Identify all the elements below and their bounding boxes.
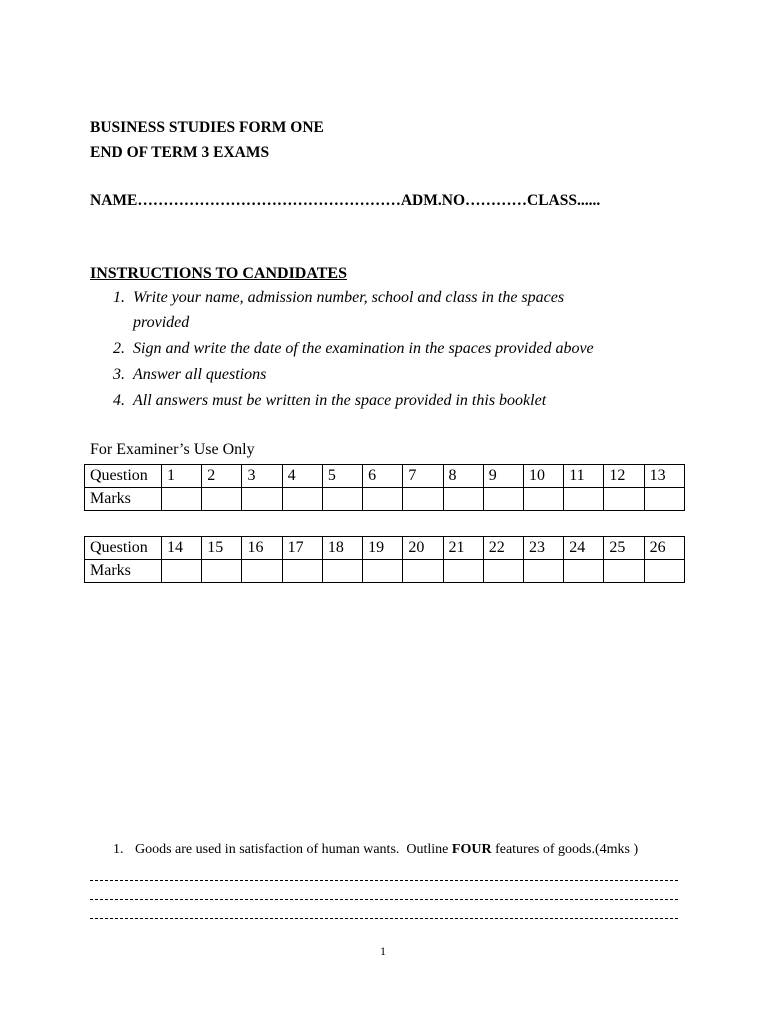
marks-cell [322, 488, 362, 511]
marks-row [85, 488, 685, 511]
question-number-cell: 6 [363, 465, 403, 488]
marks-cell [644, 488, 684, 511]
question-text: Goods are used in satisfaction of human wants. Outline [135, 842, 452, 857]
answer-line[interactable] [90, 880, 678, 881]
question-number-cell: 18 [322, 537, 362, 560]
question-1 [113, 842, 638, 858]
question-number-cell: 12 [604, 465, 644, 488]
question-number-cell: 9 [483, 465, 523, 488]
question-row [85, 537, 685, 560]
marks-cell [282, 488, 322, 511]
answer-line[interactable] [90, 918, 678, 919]
question-number-cell: 4 [282, 465, 322, 488]
instruction-item-2 [113, 340, 594, 358]
marks-cell [162, 560, 202, 583]
marks-cell [604, 560, 644, 583]
marks-cell [483, 488, 523, 511]
examiner-score-table-1 [84, 464, 685, 511]
question-number-cell: 2 [202, 465, 242, 488]
marks-cell [483, 560, 523, 583]
marks-cell [443, 488, 483, 511]
marks-cell [523, 488, 563, 511]
page-number: 1 [380, 944, 386, 958]
instruction-text: Sign and write the date of the examination in the spaces provided above [133, 340, 594, 357]
marks-row-label: Marks [85, 488, 162, 511]
marks-cell [403, 488, 443, 511]
instruction-number: 4. [113, 392, 125, 409]
question-number-cell: 13 [644, 465, 684, 488]
question-number-cell: 19 [363, 537, 403, 560]
question-number-cell: 23 [523, 537, 563, 560]
marks-cell [443, 560, 483, 583]
question-number-cell: 5 [322, 465, 362, 488]
marks-cell [363, 488, 403, 511]
question-number-cell: 14 [162, 537, 202, 560]
instruction-number: 3. [113, 366, 125, 383]
exam-title-subject: BUSINESS STUDIES FORM ONE [90, 119, 324, 136]
instruction-item-3 [113, 366, 266, 384]
question-emphasis: FOUR [451, 842, 492, 857]
instruction-text: Answer all questions [133, 366, 267, 383]
question-number-cell: 16 [242, 537, 282, 560]
question-number-cell: 21 [443, 537, 483, 560]
instruction-item-1 [113, 289, 564, 307]
marks-cell [242, 488, 282, 511]
marks-cell [202, 560, 242, 583]
instructions-heading: INSTRUCTIONS TO CANDIDATES [90, 265, 347, 282]
question-number-cell: 26 [644, 537, 684, 560]
instruction-text: All answers must be written in the space provided in this booklet [133, 392, 547, 409]
question-number: 1. [113, 842, 124, 857]
question-number-cell: 8 [443, 465, 483, 488]
question-number-cell: 3 [242, 465, 282, 488]
question-row-label: Question [85, 465, 162, 488]
candidate-details-line: NAME……………………………………………ADM.NO…………CLASS...... [90, 192, 601, 209]
examiner-use-caption: For Examiner’s Use Only [90, 441, 255, 458]
marks-cell [604, 488, 644, 511]
question-number-cell: 10 [523, 465, 563, 488]
question-number-cell: 24 [564, 537, 604, 560]
marks-cell [242, 560, 282, 583]
marks-row-label: Marks [85, 560, 162, 583]
question-number-cell: 25 [604, 537, 644, 560]
instruction-text: Write your name, admission number, school and class in the spaces [133, 289, 565, 306]
question-number-cell: 22 [483, 537, 523, 560]
marks-cell [403, 560, 443, 583]
question-marks-text: features of goods.(4mks ) [491, 842, 639, 857]
marks-cell [282, 560, 322, 583]
question-row [85, 465, 685, 488]
question-row-label: Question [85, 537, 162, 560]
question-number-cell: 15 [202, 537, 242, 560]
marks-cell [564, 488, 604, 511]
marks-cell [363, 560, 403, 583]
instruction-item-4 [113, 392, 546, 410]
question-number-cell: 1 [162, 465, 202, 488]
question-number-cell: 17 [282, 537, 322, 560]
marks-cell [162, 488, 202, 511]
answer-line[interactable] [90, 899, 678, 900]
question-number-cell: 20 [403, 537, 443, 560]
marks-cell [564, 560, 604, 583]
marks-cell [523, 560, 563, 583]
marks-cell [644, 560, 684, 583]
marks-row [85, 560, 685, 583]
question-number-cell: 7 [403, 465, 443, 488]
marks-cell [322, 560, 362, 583]
exam-title-term: END OF TERM 3 EXAMS [90, 144, 270, 161]
instruction-number: 2. [113, 340, 125, 357]
marks-cell [202, 488, 242, 511]
instruction-number: 1. [113, 289, 125, 306]
examiner-score-table-2 [84, 536, 685, 583]
instruction-item-1-continued: provided [133, 314, 190, 331]
question-number-cell: 11 [564, 465, 604, 488]
